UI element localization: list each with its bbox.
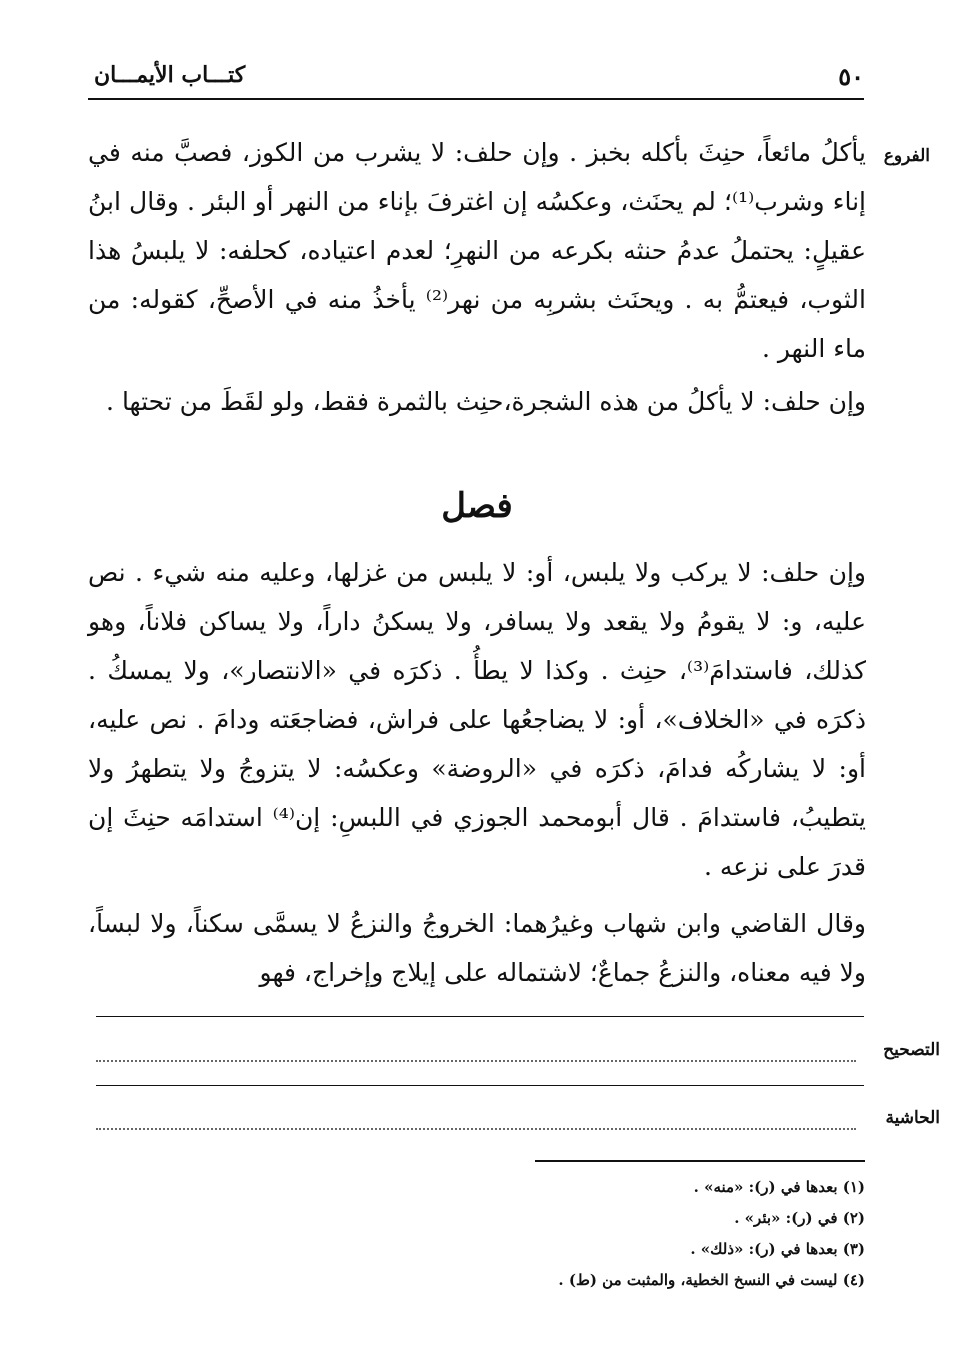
form-top-rule [96,1016,864,1017]
footnote-1: (١) بعدها في (ر): «منه» . [693,1178,865,1196]
section-title: فصل [441,486,513,526]
footnote-3: (٣) بعدها في (ر): «ذلك» . [690,1240,865,1258]
correction-label: التصحيح [883,1040,940,1060]
correction-bottom-rule [96,1085,864,1086]
page-number: ٥٠ [838,62,864,91]
running-title: كتـــاب الأيمـــان [94,62,246,88]
footnotes [265,1172,865,1296]
annotation-dotted-line [96,1128,856,1130]
annotation-label: الحاشية [885,1108,940,1128]
correction-dotted-line [96,1060,856,1062]
footnote-2: (٢) في (ر): «بئر» . [734,1209,865,1227]
paragraph-2: وإن حلف: لا يأكلُ من هذه الشجرة،حنِث بالثمرة فقط، ولو لقَطَ من تحتها . [106,387,866,416]
paragraph-3: وإن حلف: لا يركب ولا يلبس، أو: لا يلبس من غزلها، وعليه منه شيء . نص عليه، و: لا يقومُ ولا يقعد ولا يسافر، ولا يسكنُ داراً، ولا يساكن فلاناً، وهو كذلك، فاستدامَ⁽³⁾، حنِث . وكذا لا يطأُ . ذكرَه في «الانتصار»، ولا يمسكُ . ذكرَه في «الخلاف»، أو: لا يضاجعُها على فراش، فضاجعَته ودامَ . نص عليه، أو: لا يشاركُه فدامَ، ذكرَه في «الروضة» وعكسُه: لا يتزوجُ ولا يتطهرُ ولا يتطيبُ، فاستدامَ . قال أبومحمد الجوزي في اللبسِ: إن⁽⁴⁾ استدامَه حنِثَ إن قدرَ على نزعه . [88,558,866,881]
margin-label-furu: الفروع [883,146,930,166]
paragraph-4: وقال القاضي وابن شهاب وغيرُهما: الخروجُ والنزعُ لا يسمَّى سكناً، ولا لبساً، ولا فيه معناه، والنزعُ جماعٌ؛ لاشتماله على إيلاج وإخراج، فهو [88,909,866,987]
footnote-4: (٤) ليست في النسخ الخطية، والمثبت من (ط) . [558,1271,865,1289]
footnote-separator [535,1160,865,1162]
paragraph-1: يأكلُ مائعاً، حنِثَ بأكله بخبز . وإن حلف: لا يشرب من الكوز، فصبَّ منه في إناء وشرب⁽¹⁾؛ لم يحنَث، وعكسُه إن اغترفَ بإناء من النهر أو البئر . وقال ابنُ عقيلٍ: يحتملُ عدمُ حنثه بكرعه من النهرِ؛ لعدم اعتياده، كحلفه: لا يلبسُ هذا الثوب، فيعتمُّ به . ويحنَث بشربِه من نهر⁽²⁾ يأخذُ منه في الأصحِّ، كقوله: من ماء النهر . [88,138,867,363]
page-header [88,60,864,100]
text-block-before-section [88,128,866,426]
text-block-after-section [88,548,866,997]
